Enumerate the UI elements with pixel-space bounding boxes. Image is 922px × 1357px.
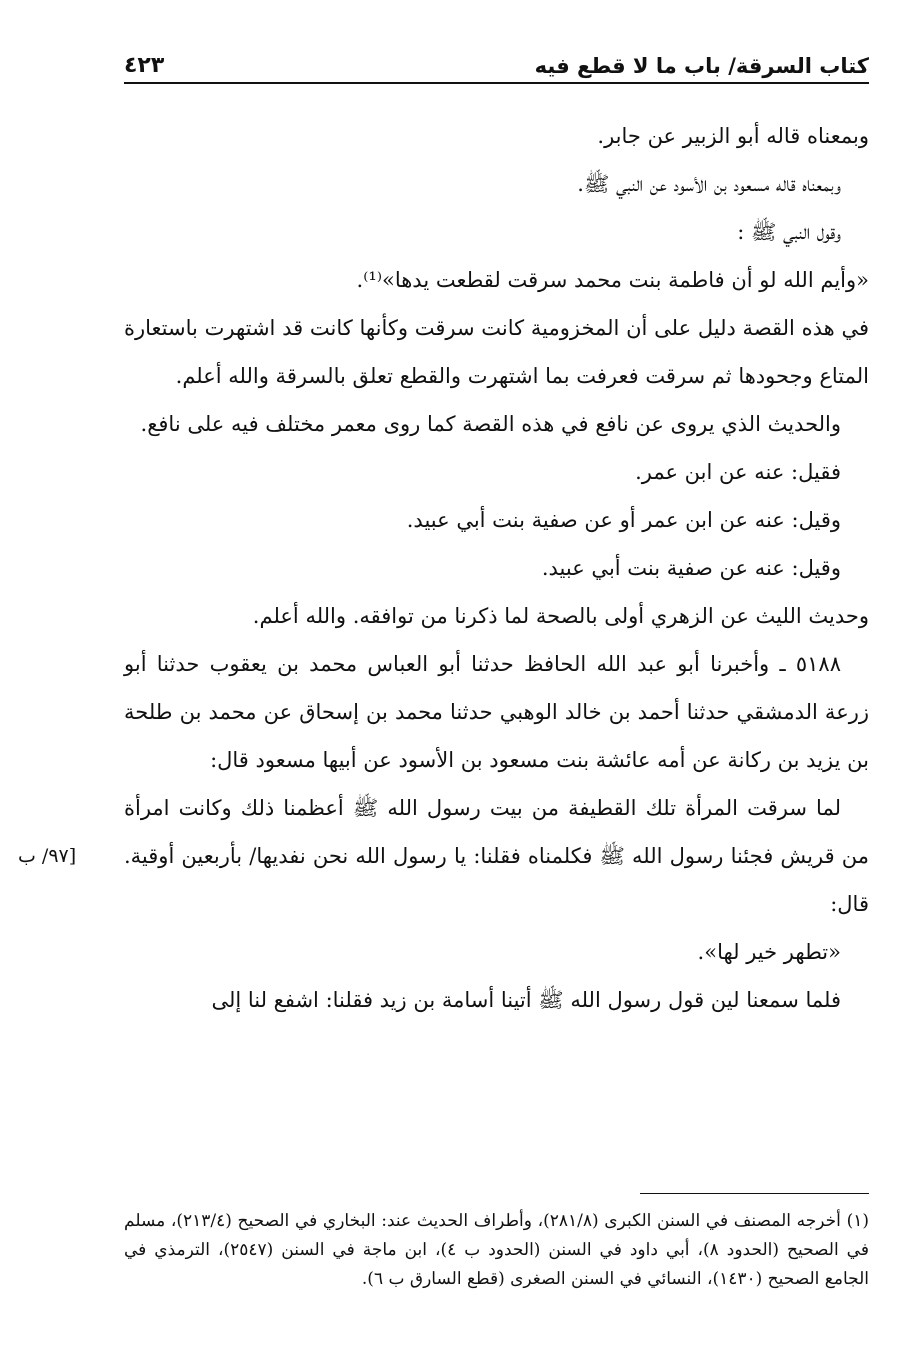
margin-folio-note: [٩٧/ ب <box>18 845 77 867</box>
hadith-quote: «وأيم الله لو أن فاطمة بنت محمد سرقت لقطعت يدها»⁽¹⁾. <box>356 268 869 292</box>
main-text <box>18 112 870 1024</box>
paragraph: وقيل: عنه عن صفية بنت أبي عبيد. <box>541 556 841 580</box>
paragraph: وبمعناه قاله مسعود بن الأسود عن النبي ﷺ. <box>577 172 841 196</box>
paragraph: وقيل: عنه عن ابن عمر أو عن صفية بنت أبي عبيد. <box>406 508 841 532</box>
page-number: ٤٢٣ <box>124 53 165 78</box>
paragraph: وحديث الليث عن الزهري أولى بالصحة لما ذكرنا من توافقه. والله أعلم. <box>252 604 869 628</box>
footnote: (١) أخرجه المصنف في السنن الكبرى (٢٨١/٨)، وأطراف الحديث عند: البخاري في الصحيح (٢١٣/٤)، مسلم في الصحيح (الحدود ٨)، أبي داود في السنن (الحدود ب ٤)، ابن ماجة في السنن (٢٥٤٧)، الترمذي في الجامع الصحيح (١٤٣٠)، النسائي في السنن الصغرى (قطع السارق ب ٦). <box>124 1211 869 1289</box>
running-header <box>124 44 869 84</box>
paragraph: في هذه القصة دليل على أن المخزومية كانت سرقت وكأنها كانت قد اشتهرت باستعارة المتاع وجحودها ثم سرقت فعرفت بما اشتهرت والقطع تعلق بالسرقة والله أعلم. <box>124 316 869 388</box>
header-title: كتاب السرقة/ باب ما لا قطع فيه <box>534 54 869 78</box>
paragraph: والحديث الذي يروى عن نافع في هذه القصة كما روى معمر مختلف فيه على نافع. <box>140 412 841 436</box>
paragraph: فقيل: عنه عن ابن عمر. <box>635 460 841 484</box>
hadith-quote: «تطهر خير لها». <box>697 940 841 964</box>
footnote-separator <box>640 1193 869 1194</box>
paragraph: وبمعناه قاله أبو الزبير عن جابر. <box>597 124 869 148</box>
paragraph: وقول النبي ﷺ : <box>737 220 841 244</box>
hadith-number-paragraph: ٥١٨٨ ـ وأخبرنا أبو عبد الله الحافظ حدثنا أبو العباس محمد بن يعقوب حدثنا أبو زرعة الدمشقي حدثنا أحمد بن خالد الوهبي حدثنا محمد بن إسحاق عن محمد بن طلحة بن يزيد بن ركانة عن أمه عائشة بنت مسعود بن الأسود عن أبيها مسعود قال: <box>124 652 870 772</box>
paragraph-with-margin-note <box>18 784 869 928</box>
paragraph-text: لما سرقت المرأة تلك القطيفة من بيت رسول الله ﷺ أعظمنا ذلك وكانت امرأة من قريش فجئنا رسول الله ﷺ فكلمناه فقلنا: يا رسول الله نحن نفديها/ بأربعين أوقية. قال: <box>124 796 869 916</box>
paragraph: فلما سمعنا لين قول رسول الله ﷺ أتينا أسامة بن زيد فقلنا: اشفع لنا إلى <box>211 988 841 1012</box>
